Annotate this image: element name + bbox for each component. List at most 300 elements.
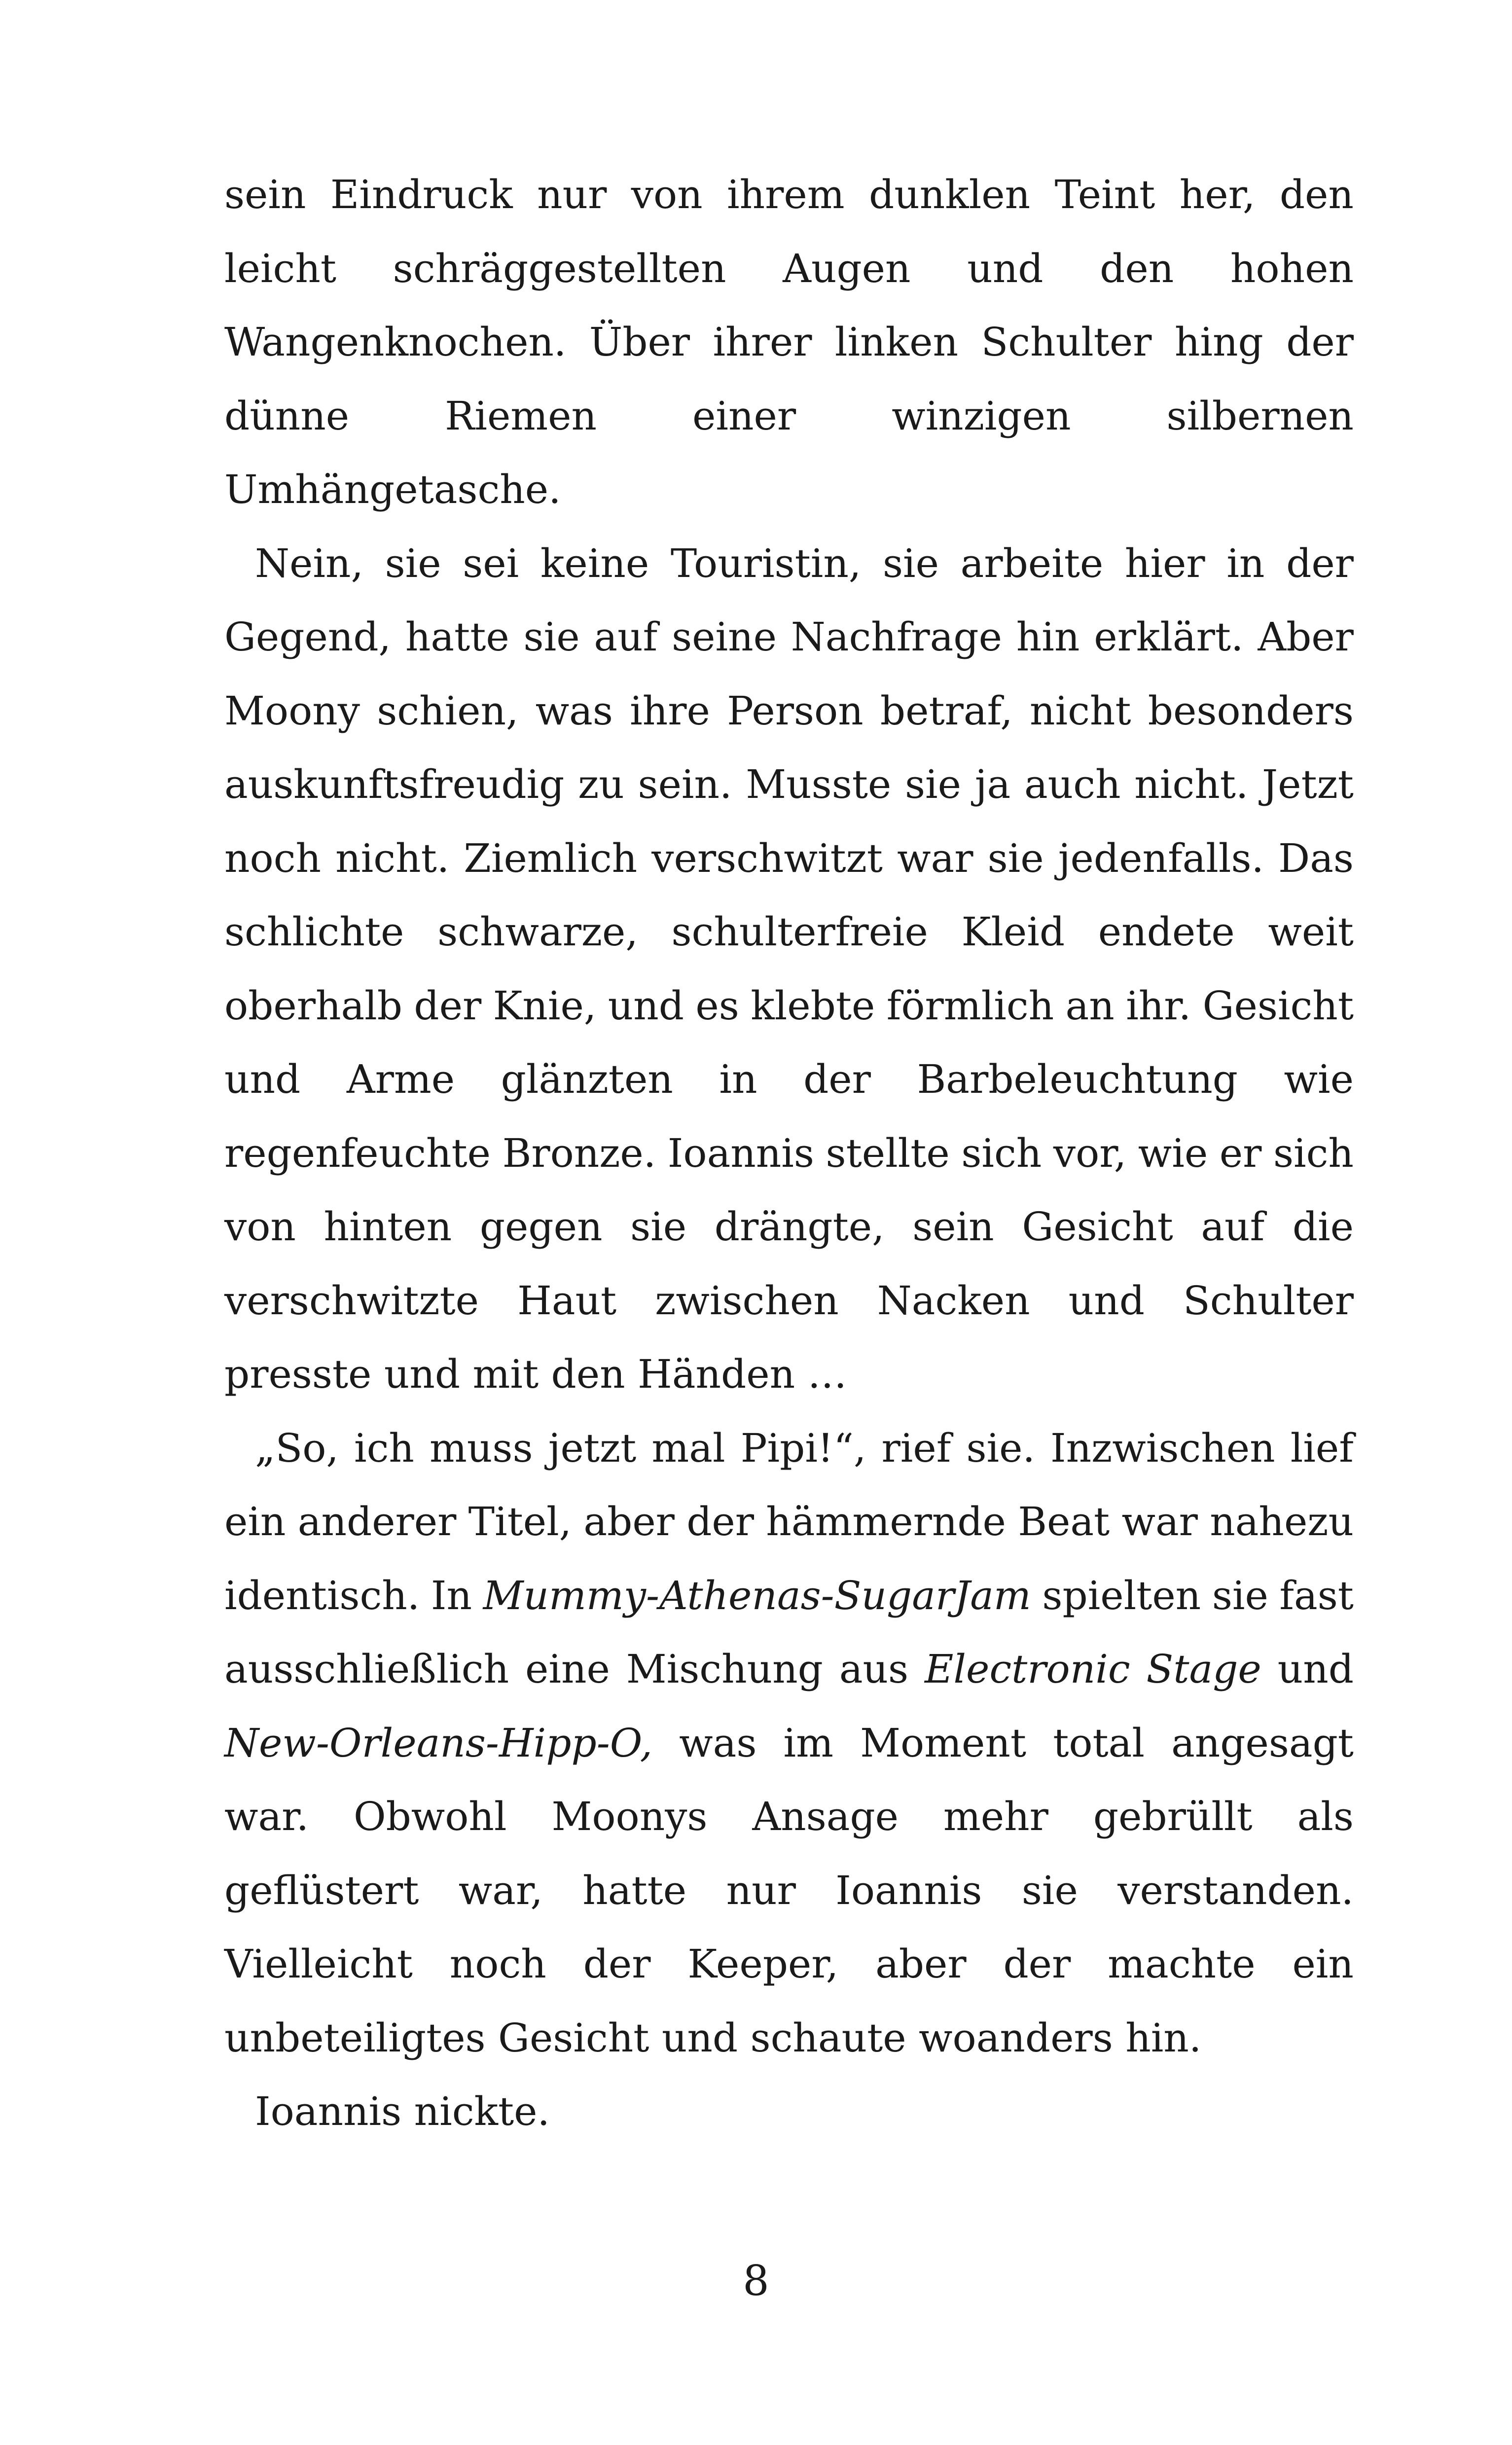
text-line <box>224 1116 1354 1190</box>
word <box>459 1854 543 1928</box>
word <box>524 600 580 674</box>
text: aber <box>583 1499 675 1545</box>
word <box>626 1632 823 1706</box>
text: sie <box>882 540 939 586</box>
word <box>1226 527 1264 601</box>
text: hatte <box>405 614 509 660</box>
word <box>1053 1706 1145 1780</box>
text-line <box>224 1264 1354 1338</box>
word <box>655 1264 838 1338</box>
text: der <box>583 1941 651 1987</box>
word <box>1293 1190 1354 1264</box>
text: jedenfalls. <box>1058 835 1264 881</box>
word <box>727 158 845 232</box>
text: von <box>224 1204 296 1250</box>
word <box>1058 822 1264 896</box>
text: und <box>967 245 1044 291</box>
text: Jetzt <box>1262 761 1354 807</box>
text: was <box>679 1720 757 1766</box>
text: Nacken <box>877 1277 1030 1324</box>
text-line <box>224 305 1354 379</box>
text-line <box>224 822 1354 896</box>
word <box>839 1632 908 1706</box>
word <box>1291 1411 1354 1485</box>
text: oberhalb <box>224 982 402 1029</box>
word <box>224 969 402 1043</box>
page-number: 8 <box>743 2257 769 2305</box>
text: Musste <box>746 761 892 807</box>
text: identisch. <box>224 1572 420 1618</box>
word <box>1278 822 1354 896</box>
word <box>1022 1854 1078 1928</box>
text: Bronze. <box>502 1130 656 1176</box>
text-line <box>224 1706 1354 1780</box>
word <box>1278 1632 1354 1706</box>
word <box>224 1116 491 1190</box>
word <box>1220 1116 1262 1190</box>
word <box>224 1264 479 1338</box>
word <box>912 1190 994 1264</box>
text: verschwitzte <box>224 1277 479 1324</box>
text: nicht. <box>1134 761 1249 807</box>
word <box>1108 1927 1255 2001</box>
word <box>224 1706 652 1780</box>
word <box>1183 1264 1354 1338</box>
text: von <box>631 172 703 217</box>
word <box>1093 1780 1253 1854</box>
text: betraf, <box>880 687 1013 734</box>
word <box>687 1927 838 2001</box>
word <box>713 305 812 379</box>
word <box>727 674 864 748</box>
text: angesagt <box>1171 1720 1354 1766</box>
text: arbeite <box>960 540 1104 586</box>
text: hin <box>1016 614 1080 660</box>
word <box>1003 1927 1071 2001</box>
word <box>925 1632 1130 1706</box>
text: verschwitzt <box>651 835 883 881</box>
word <box>1100 232 1174 306</box>
word <box>1268 895 1354 969</box>
text: Person <box>727 687 864 734</box>
text: Teint <box>1054 172 1155 217</box>
word <box>224 305 566 379</box>
text: Titel, <box>468 1499 572 1545</box>
text: drängte, <box>714 1204 885 1250</box>
word <box>551 1780 707 1854</box>
text: Moonys <box>551 1794 708 1839</box>
text: sich <box>961 1130 1042 1176</box>
text: lief <box>1290 1425 1354 1471</box>
text: noch <box>449 1941 546 1987</box>
text: Ioannis <box>667 1130 814 1176</box>
text: seine <box>672 614 777 660</box>
text: besonders <box>1148 687 1354 734</box>
text: schulterfreie <box>671 909 928 955</box>
text: gegen <box>479 1204 603 1250</box>
word <box>630 1190 686 1264</box>
text: her, <box>1179 172 1256 217</box>
word <box>445 379 597 453</box>
word <box>1230 232 1354 306</box>
text: wie <box>1138 1130 1208 1176</box>
word <box>988 822 1044 896</box>
word <box>943 1780 1048 1854</box>
word <box>752 1780 899 1854</box>
word <box>463 527 519 601</box>
text-line <box>224 1411 1354 1485</box>
text: Vielleicht <box>224 1941 413 1987</box>
text: Das <box>1278 835 1354 881</box>
text-line <box>224 453 1354 527</box>
text-line <box>224 527 1354 601</box>
word <box>450 1927 546 2001</box>
text: Knie, <box>493 982 597 1029</box>
text: ein <box>1292 1941 1354 1987</box>
word <box>589 305 690 379</box>
word <box>631 158 703 232</box>
text-line <box>224 748 1354 822</box>
text: ihrem <box>727 172 845 217</box>
word <box>540 527 649 601</box>
text: Kleid <box>961 909 1065 955</box>
text: Touristin, <box>670 540 862 586</box>
word <box>679 1706 756 1780</box>
word <box>1030 674 1131 748</box>
word <box>1175 305 1263 379</box>
word <box>966 1411 1035 1485</box>
text: ich <box>354 1425 414 1471</box>
word <box>1018 1485 1110 1559</box>
text-line <box>224 969 1354 1043</box>
word <box>1069 1264 1145 1338</box>
text: es <box>695 982 739 1029</box>
text: Mischung <box>626 1646 823 1692</box>
text-line <box>224 1337 1354 1411</box>
text-line <box>224 1927 1354 2001</box>
text: sein <box>912 1204 994 1250</box>
text: in <box>1226 540 1265 586</box>
word <box>224 1927 413 2001</box>
word <box>1053 1116 1126 1190</box>
word <box>630 674 710 748</box>
word <box>961 527 1104 601</box>
word <box>224 1780 309 1854</box>
text: der <box>1286 319 1354 365</box>
text: sie <box>1212 1572 1268 1618</box>
word <box>826 1116 950 1190</box>
text: in <box>719 1056 757 1102</box>
word <box>583 1927 651 2001</box>
word <box>1055 158 1155 232</box>
word <box>668 1116 814 1190</box>
word <box>1203 969 1354 1043</box>
text-line <box>224 895 1354 969</box>
word <box>537 158 607 232</box>
text: Arme <box>346 1056 455 1102</box>
word <box>583 1485 675 1559</box>
word <box>961 1116 1042 1190</box>
text: ein <box>224 1499 286 1545</box>
text-line <box>224 1559 1354 1633</box>
word <box>335 822 449 896</box>
text: der <box>686 1499 754 1545</box>
word <box>1098 895 1235 969</box>
word <box>1201 1190 1264 1264</box>
word <box>255 527 363 601</box>
text-line <box>224 1043 1354 1116</box>
word <box>1180 158 1256 232</box>
text: nicht. <box>335 835 450 881</box>
word <box>224 674 360 748</box>
word <box>692 379 796 453</box>
text: muss <box>430 1425 533 1471</box>
word <box>224 822 321 896</box>
text: glänzten <box>501 1056 673 1102</box>
text: eine <box>525 1646 610 1692</box>
word <box>480 1190 603 1264</box>
word <box>875 1927 967 2001</box>
text: Wangenknochen. <box>224 319 567 365</box>
text: sie. <box>966 1425 1035 1471</box>
word <box>393 232 726 306</box>
text: hohen <box>1230 245 1354 291</box>
text: schwarze, <box>437 909 638 955</box>
text: Moony <box>224 687 360 734</box>
text: Eindruck <box>330 172 513 217</box>
word <box>1258 600 1354 674</box>
text: nur <box>537 172 607 217</box>
word <box>464 822 637 896</box>
text: wie <box>1284 1056 1354 1102</box>
word <box>784 1706 833 1780</box>
text: Gesicht <box>1022 1204 1173 1250</box>
word <box>224 1632 509 1706</box>
body-text <box>224 158 1354 2149</box>
text-line <box>224 379 1354 453</box>
text: dunklen <box>868 172 1031 217</box>
text: endete <box>1098 909 1235 955</box>
word <box>1138 1116 1208 1190</box>
text: Beat <box>1018 1499 1110 1545</box>
word <box>1212 1559 1268 1633</box>
text: silbernen <box>1166 393 1354 439</box>
word <box>1171 1706 1354 1780</box>
word <box>1050 1411 1275 1485</box>
text: Ziemlich <box>464 835 638 881</box>
text: nicht <box>1029 687 1131 734</box>
word <box>224 748 564 822</box>
text: auf <box>594 614 658 660</box>
word <box>1262 748 1354 822</box>
word <box>887 969 1054 1043</box>
text: sie <box>385 540 441 586</box>
text-line <box>224 1190 1354 1264</box>
text: Obwohl <box>353 1794 507 1839</box>
text: und <box>1068 1277 1145 1324</box>
text: presste und mit den Händen … <box>224 1351 847 1397</box>
word <box>882 1411 951 1485</box>
word <box>1167 379 1354 453</box>
word <box>1284 1043 1354 1116</box>
text: klebte <box>751 982 875 1029</box>
word <box>751 969 875 1043</box>
word <box>483 1559 1031 1633</box>
text: der <box>803 1056 871 1102</box>
text: regenfeuchte <box>224 1130 491 1176</box>
word <box>414 969 481 1043</box>
text: ihrer <box>713 319 812 365</box>
text: keine <box>540 540 649 586</box>
text: aus <box>839 1646 909 1692</box>
text: mal <box>651 1425 725 1471</box>
text: linken <box>834 319 958 365</box>
word <box>1117 1854 1354 1928</box>
word <box>877 1264 1030 1338</box>
word <box>377 674 518 748</box>
word <box>746 748 891 822</box>
text: fast <box>1279 1572 1354 1618</box>
text: Pipi!“, <box>740 1425 866 1471</box>
word <box>651 1411 725 1485</box>
word <box>224 1485 286 1559</box>
word <box>437 895 638 969</box>
word <box>1066 969 1115 1043</box>
word <box>255 1411 339 1485</box>
text: ausschließlich <box>224 1646 509 1692</box>
word <box>1022 1190 1173 1264</box>
text: sie <box>1021 1867 1078 1913</box>
word <box>354 1780 507 1854</box>
text: Nachfrage <box>791 614 1002 660</box>
text: zu <box>578 761 624 807</box>
text: auch <box>1024 761 1121 807</box>
word <box>672 600 777 674</box>
text: aber <box>875 1941 967 1987</box>
text: Ansage <box>752 1794 899 1839</box>
text: was <box>535 687 613 734</box>
word <box>608 969 684 1043</box>
text: weit <box>1268 909 1354 955</box>
word <box>905 748 961 822</box>
text: dünne <box>224 393 350 439</box>
word <box>1126 969 1191 1043</box>
text: den <box>1100 245 1174 291</box>
word <box>1094 600 1243 674</box>
italic-text: Stage <box>1146 1646 1261 1692</box>
word <box>501 1043 673 1116</box>
word <box>224 379 349 453</box>
text-line <box>224 674 1354 748</box>
word <box>835 1854 982 1928</box>
word <box>525 1632 610 1706</box>
text: sie <box>905 761 961 807</box>
text: sein <box>224 172 306 217</box>
word <box>224 232 336 306</box>
text: noch <box>224 835 322 881</box>
text: unbeteiligtes Gesicht und schaute woanders hin. <box>224 2014 1202 2061</box>
text: nahezu <box>1210 1499 1354 1545</box>
word <box>224 1043 300 1116</box>
word <box>962 895 1065 969</box>
text: Schulter <box>981 319 1152 365</box>
text: jetzt <box>548 1425 637 1471</box>
word <box>917 1043 1237 1116</box>
word <box>880 674 1013 748</box>
text: förmlich <box>886 982 1054 1029</box>
text: Gegend, <box>224 614 391 660</box>
text: nur <box>726 1867 796 1913</box>
text: schräggestellten <box>393 245 726 291</box>
text: anderer <box>297 1499 457 1545</box>
text-line <box>224 1854 1354 1928</box>
word <box>1024 748 1121 822</box>
word <box>224 1854 419 1928</box>
word <box>224 600 391 674</box>
word <box>493 969 597 1043</box>
text: Haut <box>517 1277 617 1324</box>
word <box>1121 1485 1197 1559</box>
text: Riemen <box>445 393 597 439</box>
word <box>1016 600 1080 674</box>
text: und <box>608 982 684 1029</box>
text: an <box>1065 982 1115 1029</box>
word <box>719 1043 757 1116</box>
text-line <box>224 1632 1354 1706</box>
text: der <box>1003 1941 1071 1987</box>
text: hing <box>1174 319 1263 365</box>
text: war <box>1121 1499 1198 1545</box>
word <box>766 1485 1006 1559</box>
text: verstanden. <box>1117 1867 1354 1913</box>
word <box>594 600 657 674</box>
text: Ioannis nickte. <box>255 2088 550 2134</box>
word <box>651 822 883 896</box>
text: einer <box>692 393 796 439</box>
word <box>224 158 306 232</box>
text: war. <box>224 1794 309 1839</box>
word <box>224 895 404 969</box>
word <box>468 1485 572 1559</box>
text: ihre <box>630 687 710 734</box>
word <box>803 1043 871 1116</box>
text-line <box>224 158 1354 232</box>
word <box>715 1190 885 1264</box>
word <box>791 600 1002 674</box>
word <box>1148 674 1354 748</box>
text-line <box>224 1485 1354 1559</box>
text: Moment <box>860 1720 1027 1766</box>
text-line <box>224 600 1354 674</box>
text: er <box>1219 1130 1262 1176</box>
text: machte <box>1108 1941 1256 1987</box>
text: schien, <box>377 687 519 734</box>
word <box>1279 1559 1354 1633</box>
word <box>860 1706 1026 1780</box>
text: spielten <box>1042 1572 1201 1618</box>
italic-text: New-Orleans-Hipp-O, <box>224 1720 653 1766</box>
word <box>1297 1780 1354 1854</box>
text: hatte <box>582 1867 687 1913</box>
text: war, <box>458 1867 543 1913</box>
text: Aber <box>1258 614 1354 660</box>
word <box>1273 1116 1354 1190</box>
text: Ioannis <box>835 1867 982 1913</box>
word <box>975 748 1011 822</box>
italic-text: Electronic <box>925 1646 1130 1692</box>
word <box>431 1559 472 1633</box>
text: Gesicht <box>1202 982 1354 1029</box>
